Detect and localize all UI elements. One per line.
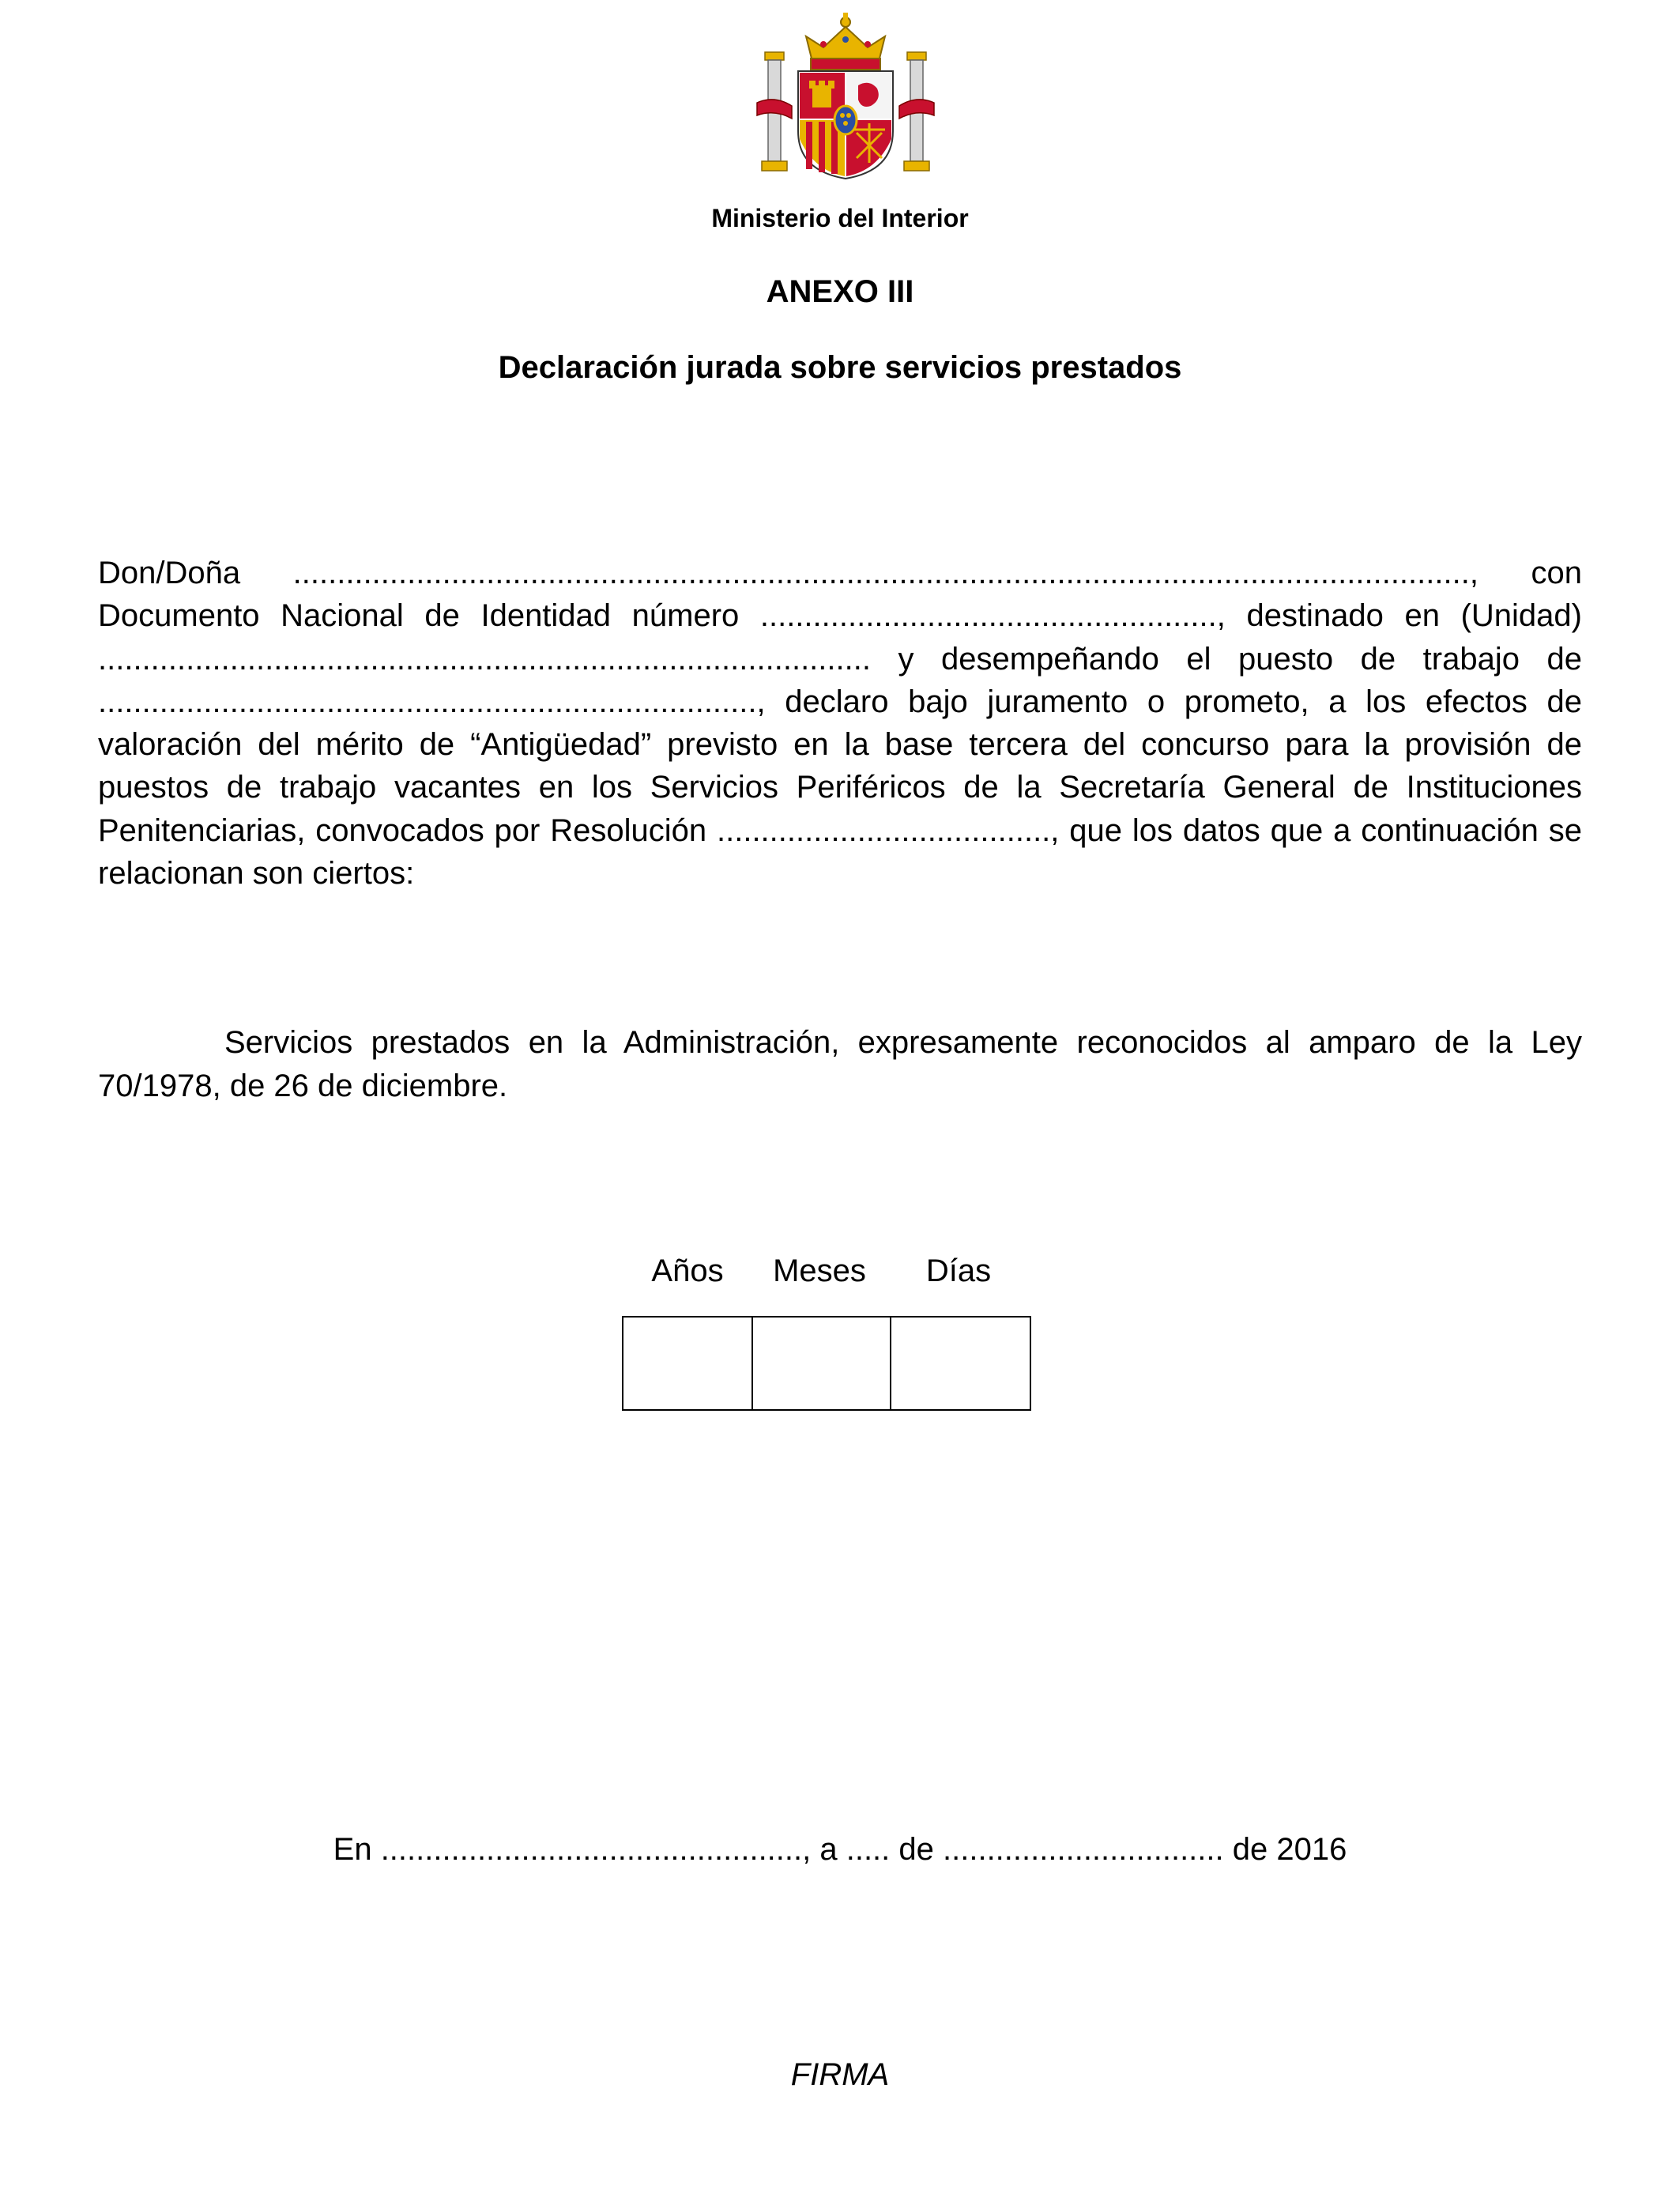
signature-label: FIRMA [790,2057,890,2092]
left-pillar-icon [757,52,792,171]
column-label-days: Días [925,1253,992,1288]
right-pillar-icon [899,52,934,171]
services-paragraph: Servicios prestados en la Administración, expresamente reconocidos al amparo de la Ley 70/1978, de 26 de diciembre. [98,1025,1582,1103]
declaration-text: Don/Doña ......................................................................................................................................, con Documento Nacional de Identidad número ...................................................., destinado en (Unidad) ........................................................................................ y desempeñando el puesto de trabajo de ..........................................................................., declaro bajo juramento o prometo, a los efectos de valoración del mérito de “Antigüedad” previsto en la base tercera del concurso para la provisión de puestos de trabajo vacantes en los Servicios Periféricos de la Secretaría General de Instituciones Penitenciarias, convocados por Resolución ......................................, que los datos que a continuación se relacionan son ciertos: [98,556,1582,892]
crown-icon [806,13,885,70]
months-field[interactable] [751,1318,890,1409]
spain-coat-of-arms-icon [751,13,940,180]
years-field[interactable] [623,1318,751,1409]
column-label-months: Meses [773,1253,866,1288]
column-label-years: Años [651,1253,724,1288]
annex-title: ANEXO III [766,274,914,309]
service-duration-table [622,1316,1031,1411]
declaration-paragraph [98,552,1582,895]
place-date-line: En ................................................, a ..... de ................................ de 2016 [333,1832,1347,1867]
days-field[interactable] [890,1318,1030,1409]
ministry-name: Ministerio del Interior [711,204,969,232]
document-subtitle: Declaración jurada sobre servicios prestados [498,350,1182,385]
shield-icon [798,71,893,179]
